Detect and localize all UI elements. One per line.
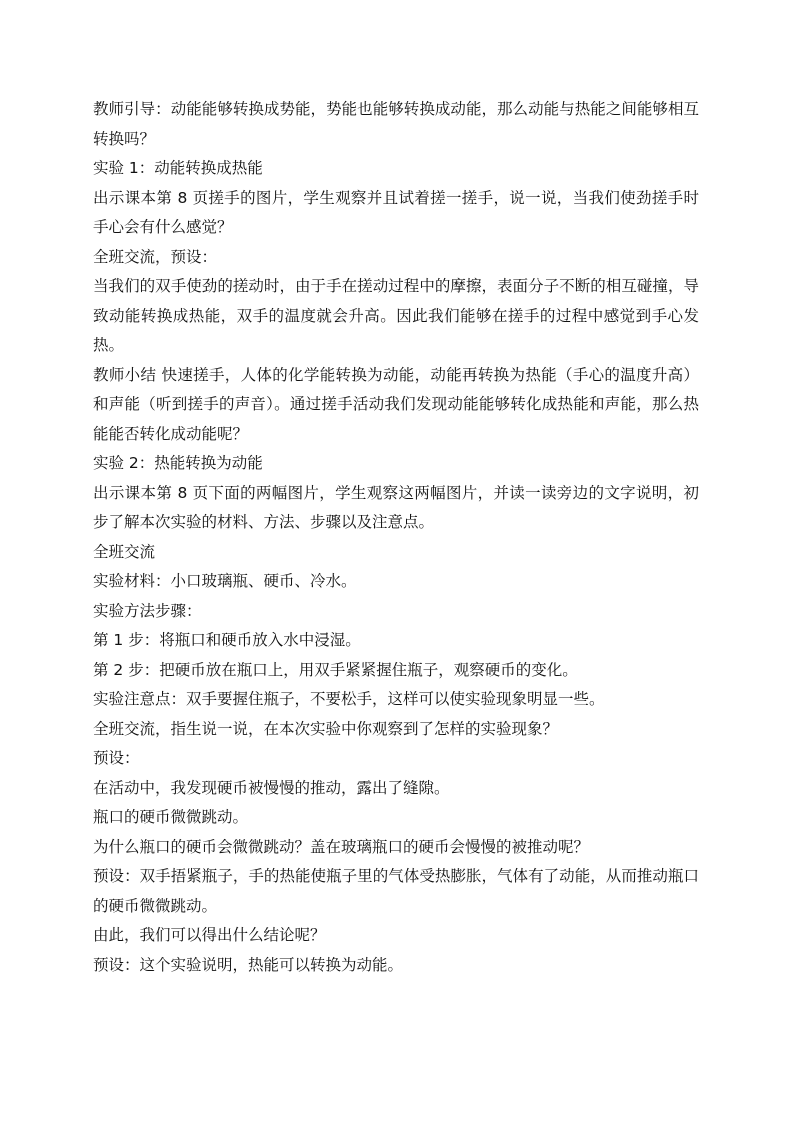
paragraph-preset-explanation: 预设：双手捂紧瓶子，手的热能使瓶子里的气体受热膨胀，气体有了动能，从而推动瓶口的硬币微微跳动。	[93, 867, 699, 915]
paragraph-precautions: 实验注意点：双手要握住瓶子，不要松手，这样可以使实验现象明显一些。	[93, 690, 605, 708]
paragraph-discussion-question: 全班交流，指生说一说，在本次实验中你观察到了怎样的实验现象？	[93, 719, 559, 738]
paragraph-preset-label: 预设：	[93, 749, 140, 767]
paragraph-step-2: 第 2 步：把硬币放在瓶口上，用双手紧紧握住瓶子，观察硬币的变化。	[93, 660, 578, 679]
paragraph-why-question: 为什么瓶口的硬币会微微跳动？盖在玻璃瓶口的硬币会慢慢的被推动呢？	[93, 837, 590, 856]
paragraph-observation-1: 在活动中，我发现硬币被慢慢的推动，露出了缝隙。	[93, 778, 450, 797]
paragraph-conclusion-question: 由此，我们可以得出什么结论呢？	[93, 926, 326, 944]
paragraph-friction-explanation: 当我们的双手使劲的搓动时，由于手在搓动过程中的摩擦，表面分子不断的相互碰撞，导致动能转换成热能，双手的温度就会升高。因此我们能够在搓手的过程中感觉到手心发热。	[93, 277, 699, 354]
paragraph-show-rubbing-hands: 出示课本第 8 页搓手的图片，学生观察并且试着搓一搓手，说一说，当我们使劲搓手时手心会有什么感觉？	[93, 188, 699, 236]
paragraph-class-discussion: 全班交流	[93, 542, 156, 561]
heading-experiment-2: 实验 2：热能转换为动能	[93, 454, 263, 472]
paragraph-conclusion: 预设：这个实验说明，热能可以转换为动能。	[93, 955, 404, 974]
paragraph-teacher-guidance: 教师引导：动能能够转换成势能，势能也能够转换成动能，那么动能与热能之间能够相互转换吗？	[93, 100, 699, 148]
paragraph-step-1: 第 1 步：将瓶口和硬币放入水中浸湿。	[93, 631, 361, 649]
paragraph-observation-2: 瓶口的硬币微微跳动。	[93, 808, 249, 826]
paragraph-show-two-pictures: 出示课本第 8 页下面的两幅图片，学生观察这两幅图片，并读一读旁边的文字说明，初步了解本次实验的材料、方法、步骤以及注意点。	[93, 483, 699, 531]
paragraph-teacher-summary: 教师小结 快速搓手，人体的化学能转换为动能，动能再转换为热能（手心的温度升高）和声能（听到搓手的声音）。通过搓手活动我们发现动能能够转化成热能和声能，那么热能能否转化成动能呢？	[93, 365, 699, 443]
heading-experiment-1: 实验 1：动能转换成热能	[93, 159, 263, 177]
paragraph-class-discussion-preset: 全班交流，预设：	[93, 247, 218, 266]
paragraph-materials: 实验材料：小口玻璃瓶、硬币、冷水。	[93, 572, 357, 590]
paragraph-method-steps: 实验方法步骤：	[93, 601, 202, 620]
